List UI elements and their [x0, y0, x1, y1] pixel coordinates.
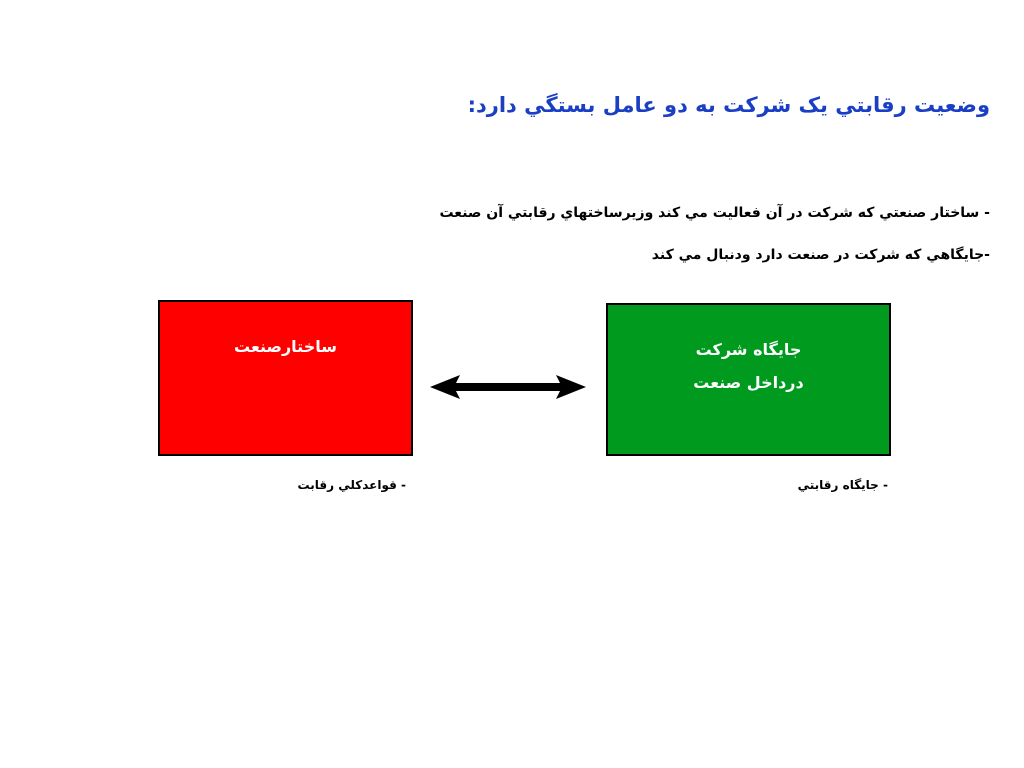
- company-position-box: [606, 303, 891, 456]
- double-arrow-icon: [430, 374, 586, 400]
- slide-title: وضعيت رقابتي يک شرکت به دو عامل بستگي دارد:: [467, 93, 990, 117]
- bullet-industry-structure: - ساختار صنعتي که شرکت در آن فعاليت مي کند وزيرساختهاي رقابتي آن صنعت: [439, 205, 990, 221]
- caption-competition-rules: - قواعدکلي رقابت: [297, 478, 406, 492]
- bullet-company-position: -جايگاهي که شرکت در صنعت دارد ودنبال مي کند: [651, 247, 990, 263]
- caption-competitive-position: - جايگاه رقابتي: [797, 478, 888, 492]
- company-position-label-line-1: جايگاه شرکت: [695, 340, 802, 359]
- company-position-label-line-2: درداخل صنعت: [693, 373, 804, 392]
- industry-structure-box: [158, 300, 413, 456]
- industry-structure-label: ساختارصنعت: [234, 337, 337, 356]
